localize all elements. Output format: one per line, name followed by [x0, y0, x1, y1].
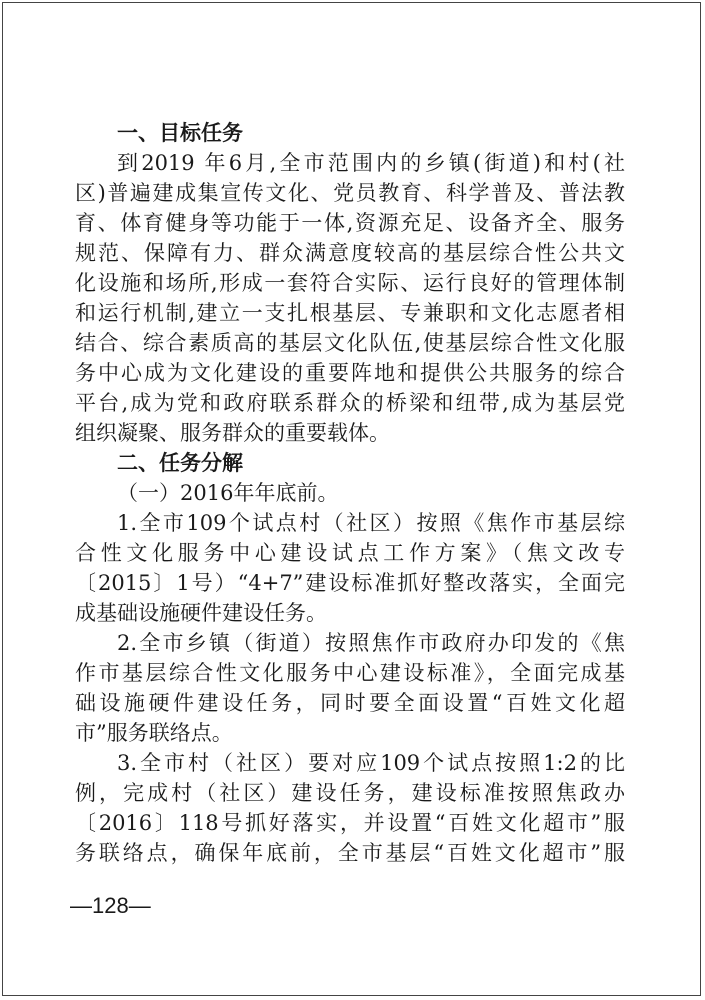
- item1-line: 1.全市109个试点村（社区）按照《焦作市基层综: [117, 511, 625, 535]
- item1-line: 成基础设施硬件建设任务。: [75, 601, 327, 625]
- paragraph-line: 务中心成为文化建设的重要阵地和提供公共服务的综合: [75, 361, 625, 385]
- paragraph-line: 规范、保障有力、群众满意度较高的基层综合性公共文: [75, 241, 625, 265]
- item3-line: 务联络点，确保年底前，全市基层“百姓文化超市”服: [75, 841, 625, 865]
- item2-line: 市”服务联络点。: [75, 721, 233, 745]
- paragraph-line: 育、体育健身等功能于一体,资源充足、设备齐全、服务: [75, 211, 625, 235]
- paragraph-line: 组织凝聚、服务群众的重要载体。: [75, 421, 390, 445]
- paragraph-line: 和运行机制,建立一支扎根基层、专兼职和文化志愿者相: [75, 301, 625, 325]
- item2-line: 2.全市乡镇（街道）按照焦作市政府办印发的《焦: [117, 631, 625, 655]
- document-body: [75, 118, 625, 868]
- section1-heading: 一、目标任务: [117, 121, 243, 145]
- item1-line: 合性文化服务中心建设试点工作方案》（焦文改专: [75, 541, 625, 565]
- paragraph-line: 平台,成为党和政府联系群众的桥梁和纽带,成为基层党: [75, 391, 625, 415]
- paragraph-line: 化设施和场所,形成一套符合实际、运行良好的管理体制: [75, 271, 625, 295]
- paragraph-line: 到2019 年6月,全市范围内的乡镇(街道)和村(社: [117, 151, 625, 175]
- item3-line: 3.全市村（社区）要对应109个试点按照1:2的比: [117, 751, 625, 775]
- section2-heading: 二、任务分解: [117, 451, 243, 475]
- paragraph-line: 结合、综合素质高的基层文化队伍,使基层综合性文化服: [75, 331, 625, 355]
- item3-line: 例，完成村（社区）建设任务，建设标准按照焦政办: [75, 781, 625, 805]
- item2-line: 础设施硬件建设任务，同时要全面设置“百姓文化超: [75, 691, 625, 715]
- item3-line: 〔2016〕118号抓好落实，并设置“百姓文化超市”服: [75, 811, 625, 835]
- paragraph-line: 区)普遍建成集宣传文化、党员教育、科学普及、普法教: [75, 181, 625, 205]
- subsection-heading: （一）2016年年底前。: [117, 481, 339, 505]
- page-number: —128—: [70, 893, 151, 918]
- item1-line: 〔2015〕1号）“4+7”建设标准抓好整改落实，全面完: [75, 571, 625, 595]
- item2-line: 作市基层综合性文化服务中心建设标准》，全面完成基: [75, 661, 625, 685]
